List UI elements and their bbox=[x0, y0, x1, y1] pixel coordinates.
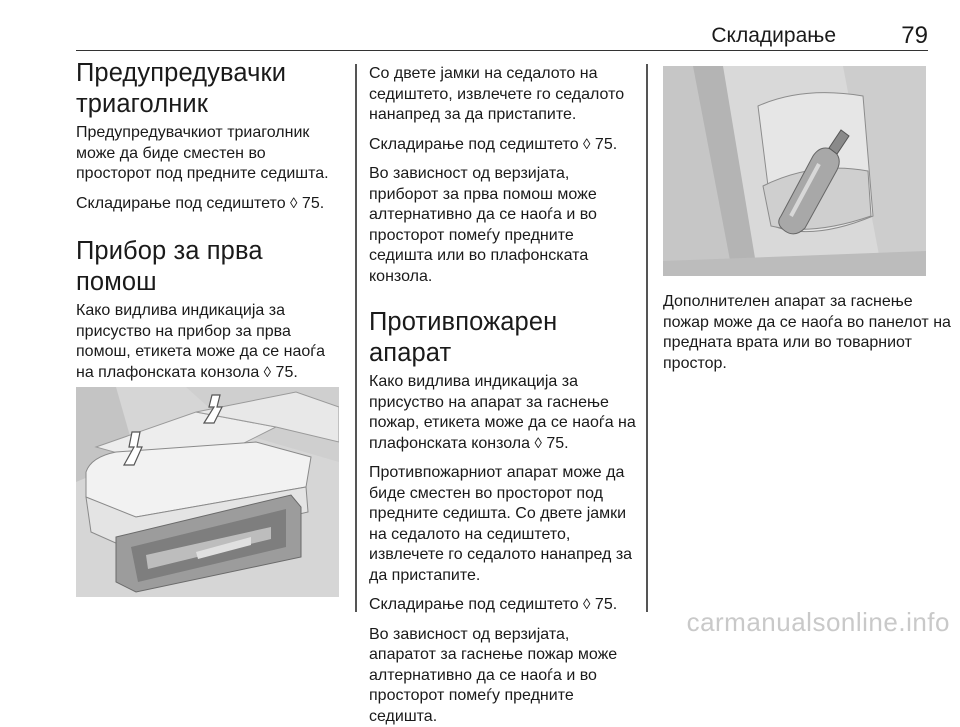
section-title: Складирање bbox=[711, 24, 836, 48]
text-extinguisher-location: Противпожарниот апарат може да биде сместен во просторот под предните седишта. Со двете јамки на седалото на седиштето, извлечете го седалото нанапред за да пристапите. bbox=[369, 463, 637, 586]
heading-first-aid: Прибор за прва помош bbox=[76, 236, 344, 298]
text-version-variant: Во зависност од верзијата, приборот за прва помош може алтернативно да се наоѓа и во просторот помеѓу предните седишта или во плафонската конзола. bbox=[369, 164, 637, 287]
page-ref-icon: ◊ bbox=[583, 596, 590, 613]
column-divider-2 bbox=[646, 64, 648, 612]
storage-text: Складирање под седиштето bbox=[76, 195, 290, 212]
column-2 bbox=[369, 64, 637, 727]
text-extinguisher-storage bbox=[369, 595, 637, 616]
text-extinguisher-indicator bbox=[369, 372, 637, 454]
storage-text: Складирање под седиштето bbox=[369, 136, 583, 153]
text-firstaid-indicator bbox=[76, 301, 344, 383]
page-ref-link[interactable]: 75. bbox=[271, 364, 298, 381]
page-ref-icon: ◊ bbox=[583, 136, 590, 153]
firstaid-indicator-text: Како видлива индикација за присуство на прибор за прва помош, етикета може да се наоѓа на плафонската конзола bbox=[76, 302, 325, 381]
text-triangle-storage bbox=[76, 194, 344, 215]
door-extinguisher-illustration bbox=[663, 66, 926, 276]
watermark: carmanualsonline.info bbox=[687, 607, 950, 638]
page-number: 79 bbox=[901, 22, 928, 50]
seat-drawing bbox=[76, 387, 339, 597]
column-divider-1 bbox=[355, 64, 357, 612]
page-header bbox=[76, 0, 928, 51]
page-ref-link[interactable]: 75. bbox=[590, 596, 617, 613]
column-3 bbox=[663, 292, 953, 374]
text-seat-release: Со двете јамки на седалото на седиштето, извлечете го седалото нанапред за да пристапите. bbox=[369, 64, 637, 126]
page-ref-icon: ◊ bbox=[534, 435, 541, 452]
text-storage-ref bbox=[369, 135, 637, 156]
extinguisher-indicator-text: Како видлива индикација за присуство на апарат за гаснење пожар, етикета може да се наоѓа на плафонската конзола bbox=[369, 373, 636, 452]
heading-warning-triangle: Предупредувачки триаголник bbox=[76, 58, 344, 120]
page-ref-link[interactable]: 75. bbox=[590, 136, 617, 153]
page-ref-icon: ◊ bbox=[290, 195, 297, 212]
heading-fire-extinguisher: Противпожарен апарат bbox=[369, 307, 637, 369]
text-door-extinguisher: Дополнителен апарат за гаснење пожар може да се наоѓа во панелот на предната врата или во товарниот простор. bbox=[663, 292, 953, 374]
page-ref-link[interactable]: 75. bbox=[542, 435, 569, 452]
seat-storage-illustration bbox=[76, 387, 339, 597]
door-drawing bbox=[663, 66, 926, 276]
page-ref-link[interactable]: 75. bbox=[297, 195, 324, 212]
text-triangle-location: Предупредувачкиот триаголник може да биде сместен во просторот под предните седишта. bbox=[76, 123, 344, 185]
storage-text: Складирање под седиштето bbox=[369, 596, 583, 613]
text-extinguisher-variant: Во зависност од верзијата, апаратот за гаснење пожар може алтернативно да се наоѓа и во просторот помеѓу предните седишта. bbox=[369, 625, 637, 727]
page-ref-icon: ◊ bbox=[264, 364, 271, 381]
